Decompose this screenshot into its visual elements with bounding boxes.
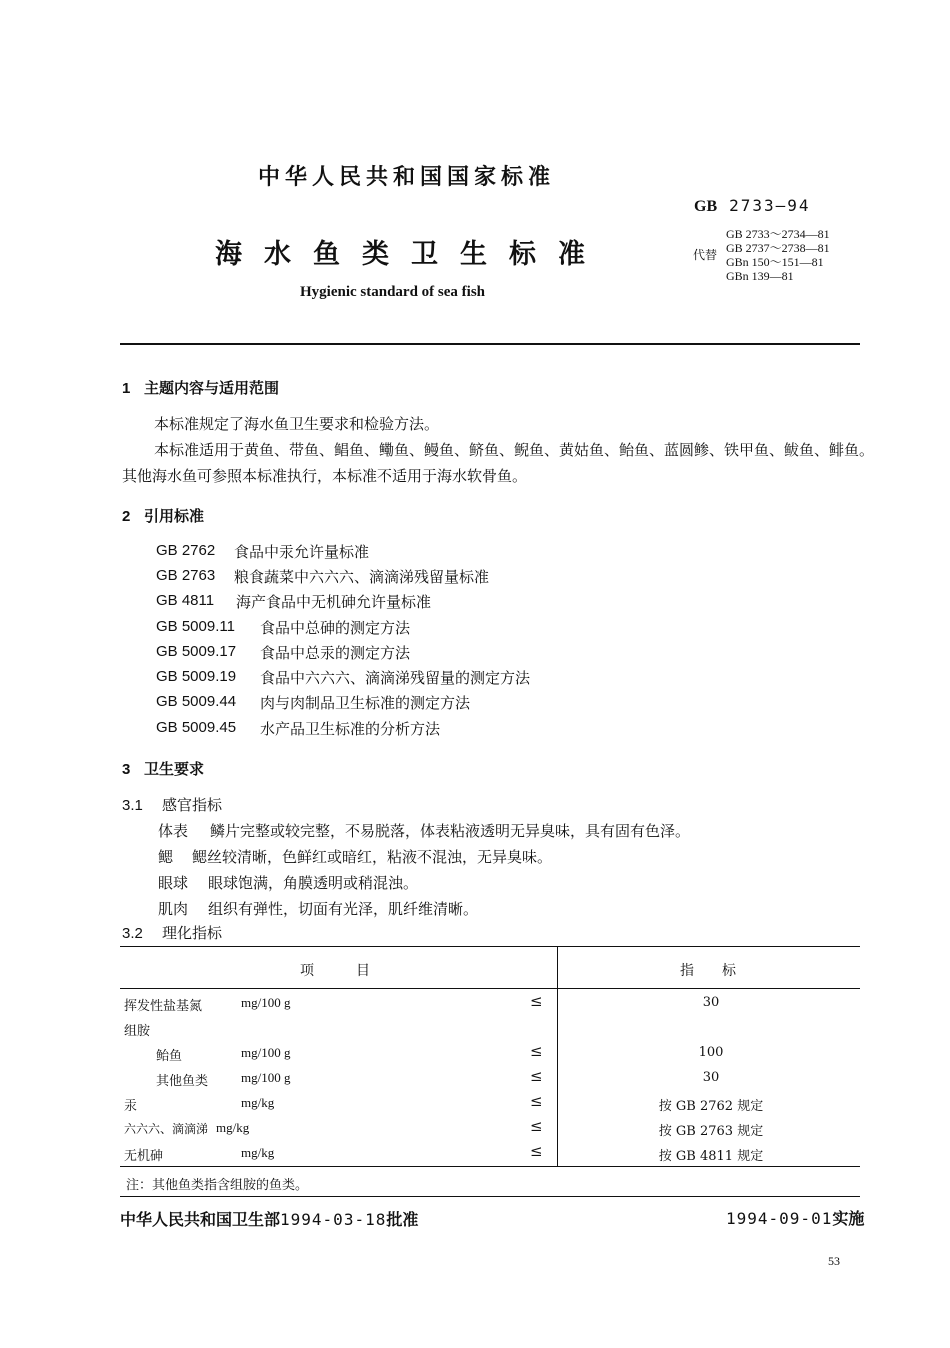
- section-3-heading: 3 卫生要求: [122, 760, 205, 778]
- replace-label: 代替: [693, 248, 718, 262]
- section-1-paragraph: 本标准适用于黄鱼、带鱼、鲳鱼、鳓鱼、鳗鱼、鲚鱼、鲵鱼、黄姑鱼、鲐鱼、蓝圆鲹、铁甲鱼、鲅鱼、鲱鱼。: [154, 441, 875, 459]
- replaced-standard: GB 2733～2734—81: [726, 227, 830, 241]
- table-cell-op: ≤: [530, 992, 543, 1010]
- table-top-rule: [120, 946, 860, 947]
- replaced-standard: GBn 150～151—81: [726, 255, 824, 269]
- table-note: 注：其他鱼类指含组胺的鱼类。: [126, 1178, 309, 1193]
- table-column-divider: [557, 946, 558, 1166]
- table-cell-op: ≤: [530, 1042, 543, 1060]
- document-title: 海水鱼类卫生标准: [215, 239, 607, 270]
- table-cell-name: 其他鱼类: [156, 1074, 209, 1089]
- gb-prefix: GB: [694, 198, 718, 215]
- table-cell-name: 组胺: [124, 1024, 151, 1039]
- standard-number: [694, 196, 811, 216]
- table-cell-value: 30: [702, 995, 720, 1010]
- reference-item: GB 5009.11 食品中总砷的测定方法: [156, 618, 411, 637]
- page-number: 53: [828, 1254, 840, 1268]
- subsection-3-2-heading: 3.2 理化指标: [122, 924, 223, 942]
- replaced-standard: GB 2737～2738—81: [726, 241, 830, 255]
- table-cell-name: 汞: [124, 1099, 138, 1114]
- table-cell-op: ≤: [530, 1142, 543, 1160]
- reference-item: GB 5009.45 水产品卫生标准的分析方法: [156, 719, 441, 738]
- implementation-date: 1994-09-01: [726, 1209, 833, 1228]
- table-cell-unit: mg/100 g: [241, 1045, 291, 1060]
- sensory-item: 鳃 鳃丝较清晰，色鲜红或暗红，粘液不混浊，无异臭味。: [158, 848, 553, 866]
- reference-item: GB 5009.17 食品中总汞的测定方法: [156, 643, 411, 662]
- section-1-heading: 1 主题内容与适用范围: [122, 379, 280, 397]
- reference-item: GB 5009.19 食品中六六六、滴滴涕残留量的测定方法: [156, 668, 531, 687]
- table-cell-name: 六六六、滴滴涕: [124, 1122, 209, 1136]
- table-cell-unit: mg/100 g: [241, 1070, 291, 1085]
- table-cell-value: 按 GB 2762 规定: [658, 1099, 764, 1114]
- sensory-item: 肌肉 组织有弹性，切面有光泽，肌纤维清晰。: [158, 900, 479, 918]
- implementation-line: 1994-09-01实施: [726, 1209, 865, 1228]
- english-title: Hygienic standard of sea fish: [300, 284, 486, 300]
- table-cell-unit: mg/100 g: [241, 995, 291, 1010]
- replaced-standards: [726, 227, 830, 283]
- reference-item: GB 4811 海产食品中无机砷允许量标准: [156, 592, 432, 611]
- sensory-item: 眼球 眼球饱满，角膜透明或稍混浊。: [158, 874, 419, 892]
- footer-rule: [120, 1196, 860, 1197]
- reference-item: GB 5009.44 肉与肉制品卫生标准的测定方法: [156, 693, 471, 712]
- table-header-index: 指 标: [680, 963, 736, 979]
- table-cell-op: ≤: [530, 1067, 543, 1085]
- reference-item: GB 2763 粮食蔬菜中六六六、滴滴涕残留量标准: [156, 567, 490, 586]
- table-cell-value: 100: [698, 1045, 724, 1060]
- table-cell-name: 鲐鱼: [156, 1049, 183, 1064]
- table-header-item: 项 目: [300, 963, 370, 979]
- table-cell-op: ≤: [530, 1092, 543, 1110]
- table-header-rule: [120, 988, 860, 989]
- reference-item: GB 2762 食品中汞允许量标准: [156, 542, 370, 561]
- country-standard-title: 中华人民共和国国家标准: [258, 165, 556, 190]
- table-cell-value: 30: [702, 1070, 720, 1085]
- section-1-paragraph: 其他海水鱼可参照本标准执行，本标准不适用于海水软骨鱼。: [122, 467, 528, 485]
- gb-number: 2733—94: [729, 196, 811, 215]
- approval-date: 1994-03-18: [280, 1210, 387, 1229]
- sensory-item: 体表 鳞片完整或较完整，不易脱落，体表粘液透明无异臭味，具有固有色泽。: [158, 822, 691, 840]
- table-cell-value: 按 GB 2763 规定: [658, 1124, 764, 1139]
- replaced-standard: GBn 139—81: [726, 269, 794, 283]
- section-2-heading: 2 引用标准: [122, 507, 205, 525]
- table-cell-unit: mg/kg: [241, 1145, 275, 1160]
- section-1-paragraph: 本标准规定了海水鱼卫生要求和检验方法。: [154, 415, 440, 433]
- table-cell-unit: mg/kg: [216, 1120, 250, 1135]
- table-cell-name: 挥发性盐基氮: [124, 999, 203, 1014]
- table-cell-op: ≤: [530, 1117, 543, 1135]
- table-cell-value: 按 GB 4811 规定: [658, 1149, 764, 1164]
- table-cell-name: 无机砷: [124, 1149, 164, 1164]
- table-cell-unit: mg/kg: [241, 1095, 275, 1110]
- approval-line: 中华人民共和国卫生部1994-03-18批准: [120, 1210, 419, 1229]
- subsection-3-1-heading: 3.1 感官指标: [122, 796, 223, 814]
- table-bottom-rule: [120, 1166, 860, 1167]
- header-rule: [120, 343, 860, 345]
